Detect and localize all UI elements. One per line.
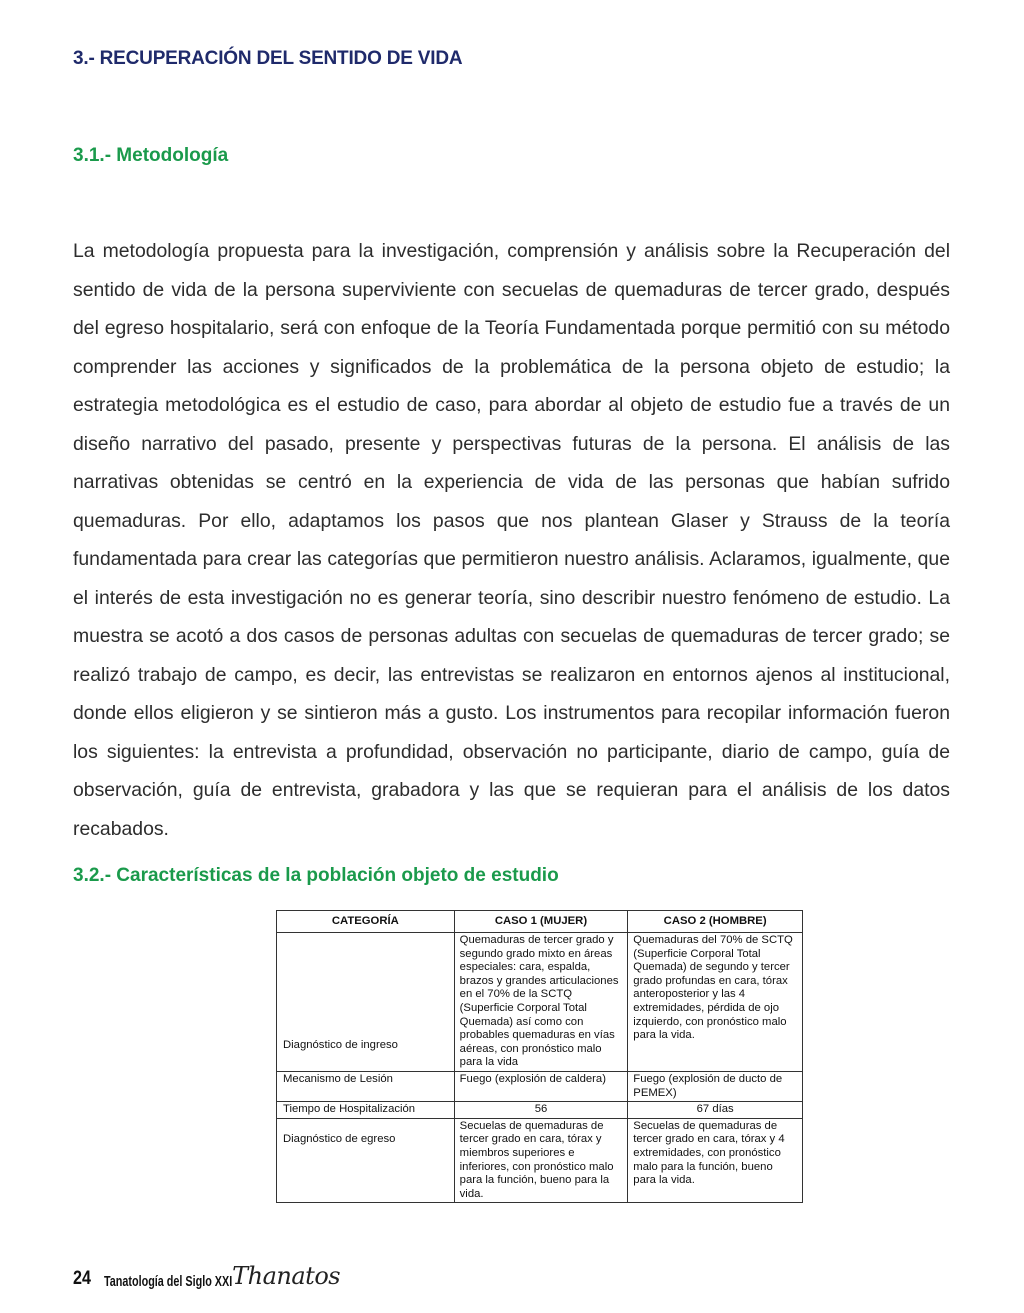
row-case1: 56 — [454, 1102, 628, 1119]
row-case1: Fuego (explosión de caldera) — [454, 1071, 628, 1101]
table-row — [277, 1118, 803, 1203]
page-number: 24 — [73, 1268, 91, 1289]
table-row — [277, 1071, 803, 1101]
subsection-heading-methodology: 3.1.- Metodología — [73, 145, 229, 166]
row-case1: Quemaduras de tercer grado y segundo grado mixto en áreas especiales: cara, espalda, brazos y grandes articulaciones en el 70% de la SCTQ (Superficie Corporal Total Quemada) así como con probables quemaduras en vías aéreas, con pronóstico malo para la vida — [454, 933, 628, 1072]
table-header-row — [277, 911, 803, 933]
methodology-paragraph: La metodología propuesta para la investigación, comprensión y análisis sobre la Recuperación del sentido de vida de la persona superviviente con secuelas de quemaduras de tercer grado, después del egreso hospitalario, será con enfoque de la Teoría Fundamentada porque permitió con su método comprender las acciones y significados de la problemática de la persona objeto de estudio; la estrategia metodológica es el estudio de caso, para abordar al objeto de estudio fue a través de un diseño narrativo del pasado, presente y perspectivas futuras de la persona. El análisis de las narrativas obtenidas se centró en la experiencia de vida de las personas que habían sufrido quemaduras. Por ello, adaptamos los pasos que nos plantean Glaser y Strauss de la teoría fundamentada para crear las categorías que permitieron nuestro análisis. Aclaramos, igualmente, que el interés de esta investigación no es generar teoría, sino describir nuestro fenómeno de estudio. La muestra se acotó a dos casos de personas adultas con secuelas de quemaduras de tercer grado; se realizó trabajo de campo, es decir, las entrevistas se realizaron en entornos ajenos al institucional, donde ellos eligieron y se sintieron más a gusto. Los instrumentos para recopilar información fueron los siguientes: la entrevista a profundidad, observación no participante, diario de campo, guía de observación, guía de entrevista, grabadora y las que se requieran para el análisis de los datos recabados. — [73, 240, 950, 840]
row-category: Diagnóstico de egreso — [277, 1118, 455, 1203]
section-heading: 3.- RECUPERACIÓN DEL SENTIDO DE VIDA — [73, 48, 463, 69]
table-row — [277, 1102, 803, 1119]
publication-title: Tanatología del Siglo XXI — [104, 1273, 233, 1290]
row-case2: Fuego (explosión de ducto de PEMEX) — [628, 1071, 803, 1101]
population-table — [276, 910, 803, 1203]
row-case1: Secuelas de quemaduras de tercer grado en cara, tórax y miembros superiores e inferiores, con pronóstico malo para la función, bueno para la vida. — [454, 1118, 628, 1203]
row-case2: Secuelas de quemaduras de tercer grado en cara, tórax y 4 extremidades, con pronóstico malo para la función, bueno para la vida. — [628, 1118, 803, 1203]
row-case2: 67 días — [628, 1102, 803, 1119]
row-category: Tiempo de Hospitalización — [277, 1102, 455, 1119]
subsection-heading-population: 3.2.- Características de la población objeto de estudio — [73, 865, 559, 886]
header-category: CATEGORÍA — [277, 911, 455, 933]
row-case2: Quemaduras del 70% de SCTQ (Superficie Corporal Total Quemada) de segundo y tercer grado profundas en cara, tórax anteroposterior y las 4 extremidades, pérdida de ojo izquierdo, con pronóstico malo para la vida. — [628, 933, 803, 1072]
header-case2: CASO 2 (HOMBRE) — [628, 911, 803, 933]
page-footer — [73, 1262, 340, 1290]
table-row — [277, 933, 803, 1072]
header-case1: CASO 1 (MUJER) — [454, 911, 628, 933]
row-category: Mecanismo de Lesión — [277, 1071, 455, 1101]
thanatos-logo: Thanatos — [232, 1262, 341, 1290]
row-category: Diagnóstico de ingreso — [277, 933, 455, 1072]
